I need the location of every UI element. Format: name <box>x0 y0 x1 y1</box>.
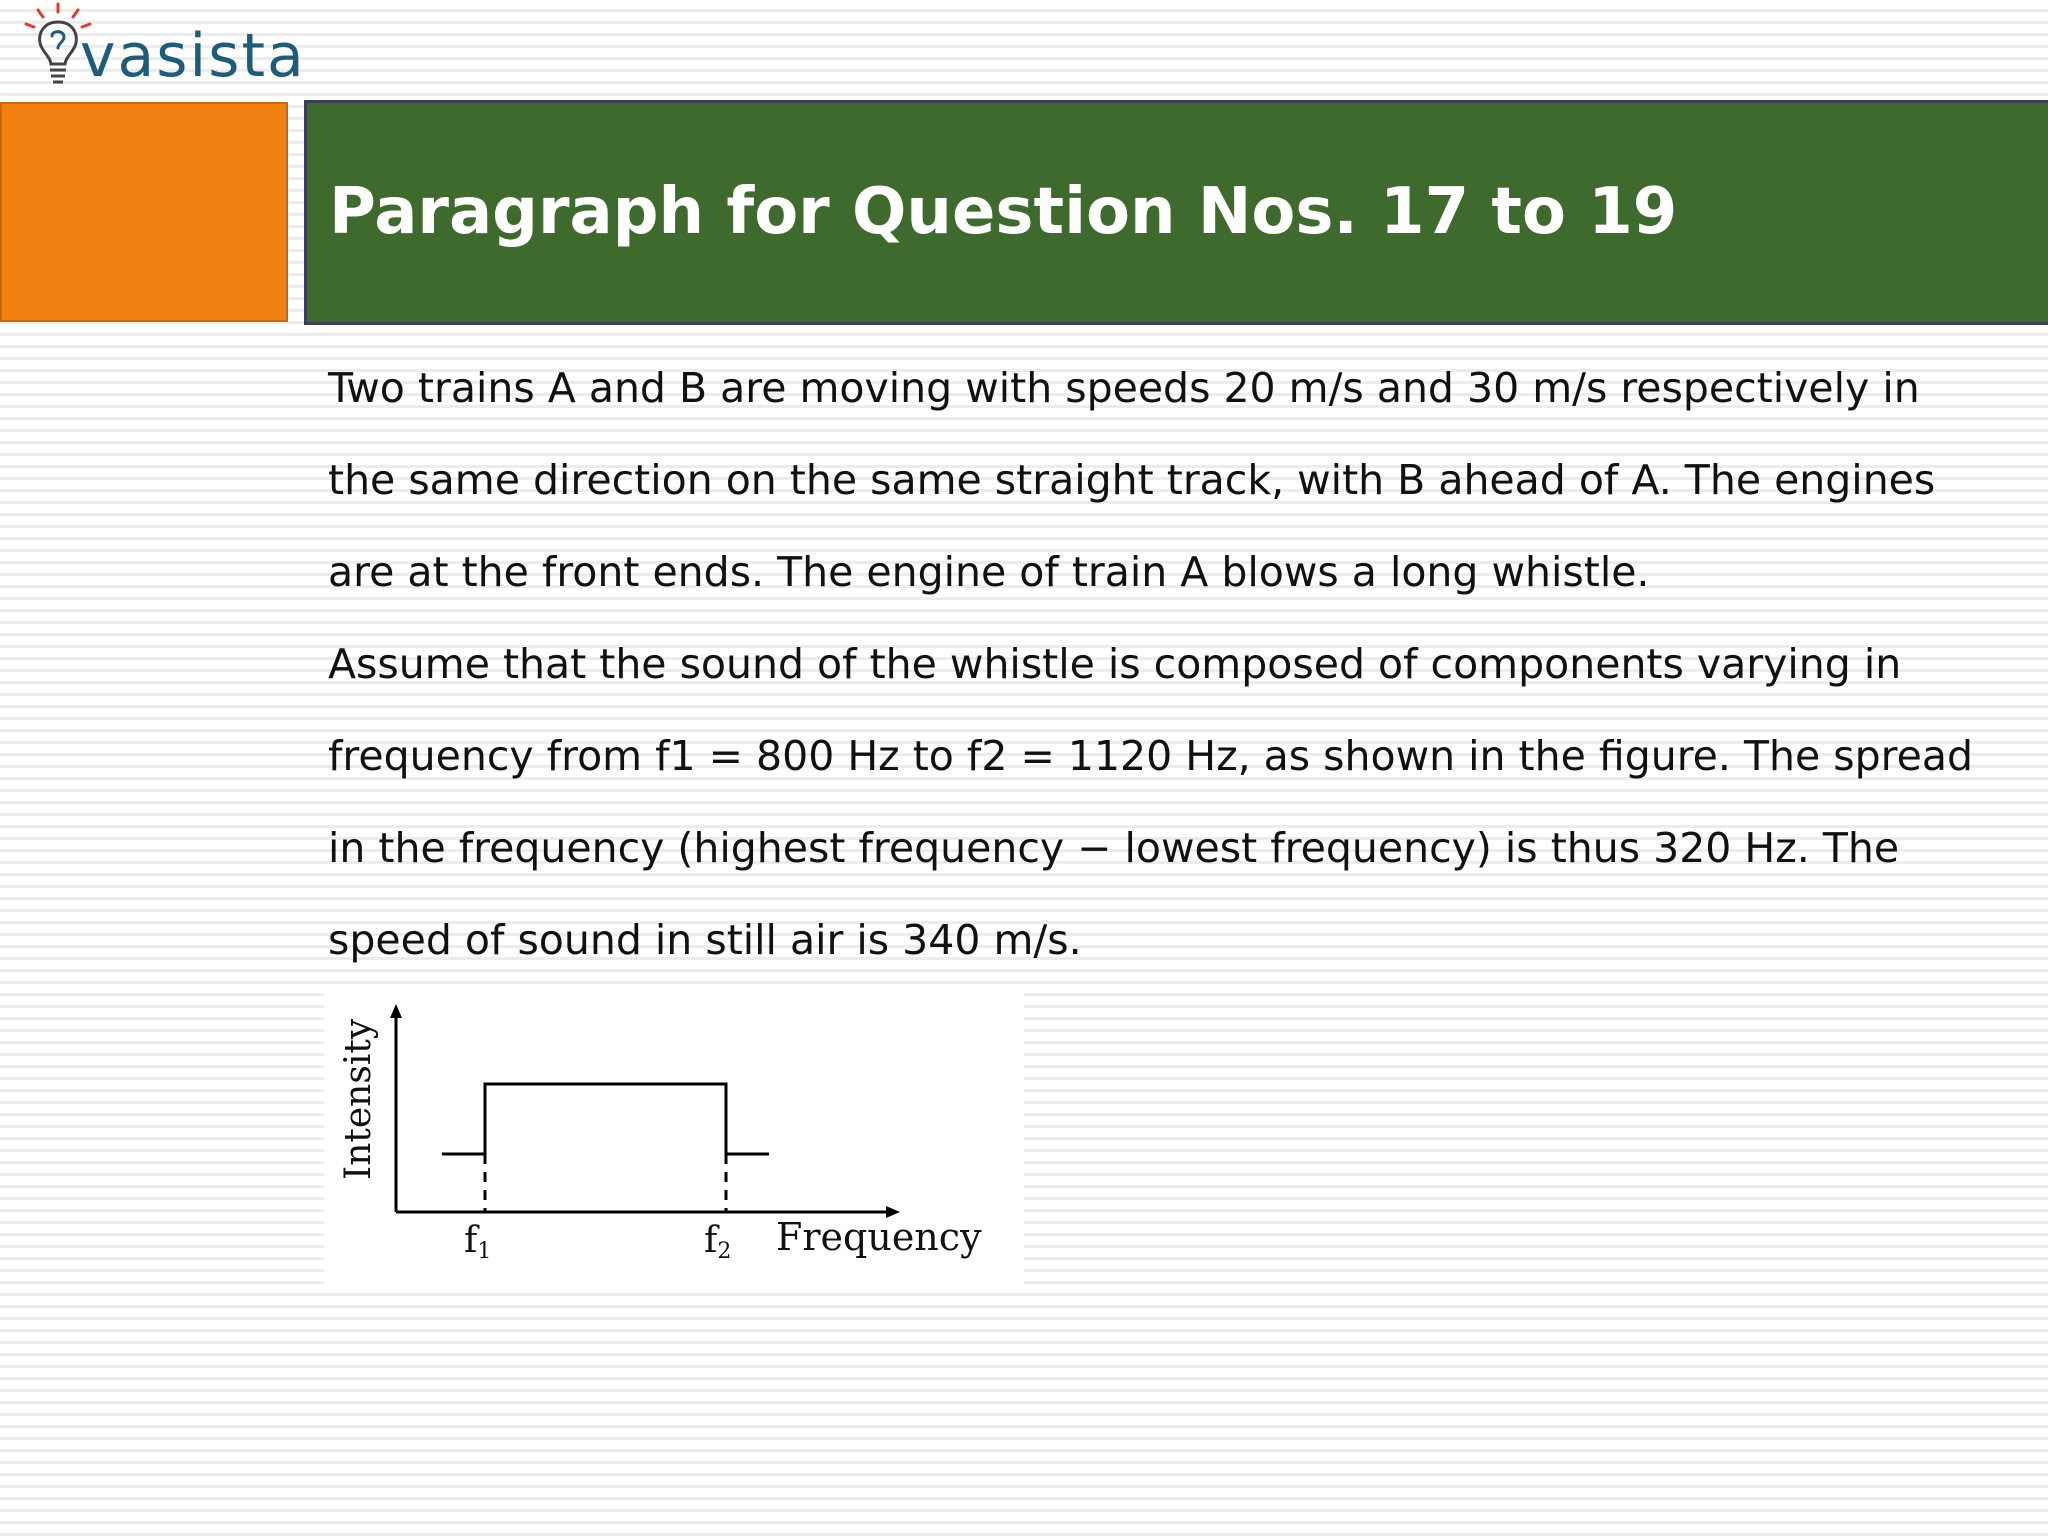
logo-text: vasista <box>80 21 306 91</box>
paragraph-line: speed of sound in still air is 340 m/s. <box>328 916 1082 964</box>
paragraph-line: Assume that the sound of the whistle is composed of components varying in <box>328 640 1902 688</box>
paragraph-line: the same direction on the same straight track, with B ahead of A. The engines <box>328 456 1936 504</box>
f1-label: f1 <box>464 1220 492 1264</box>
figure-svg <box>324 990 1024 1290</box>
f2-label: f2 <box>704 1220 732 1264</box>
paragraph-line: Two trains A and B are moving with speeds 20 m/s and 30 m/s respectively in <box>328 364 1920 412</box>
orange-accent-block <box>0 102 288 322</box>
y-axis-arrow <box>390 1004 402 1018</box>
paragraph-line: frequency from f1 = 800 Hz to f2 = 1120 Hz, as shown in the figure. The spread <box>328 732 1973 780</box>
title-bar <box>304 100 2048 325</box>
paragraph-line: in the frequency (highest frequency − lowest frequency) is thus 320 Hz. The <box>328 824 1900 872</box>
paragraph <box>328 362 2028 1006</box>
vasista-logo <box>18 0 306 98</box>
intensity-frequency-figure <box>324 990 1024 1290</box>
intensity-curve <box>442 1084 769 1154</box>
slide-title: Paragraph for Question Nos. 17 to 19 <box>329 175 1678 249</box>
x-axis-label: Frequency <box>776 1215 982 1259</box>
paragraph-line: are at the front ends. The engine of train A blows a long whistle. <box>328 548 1650 596</box>
y-axis-label: Intensity <box>338 1018 379 1180</box>
